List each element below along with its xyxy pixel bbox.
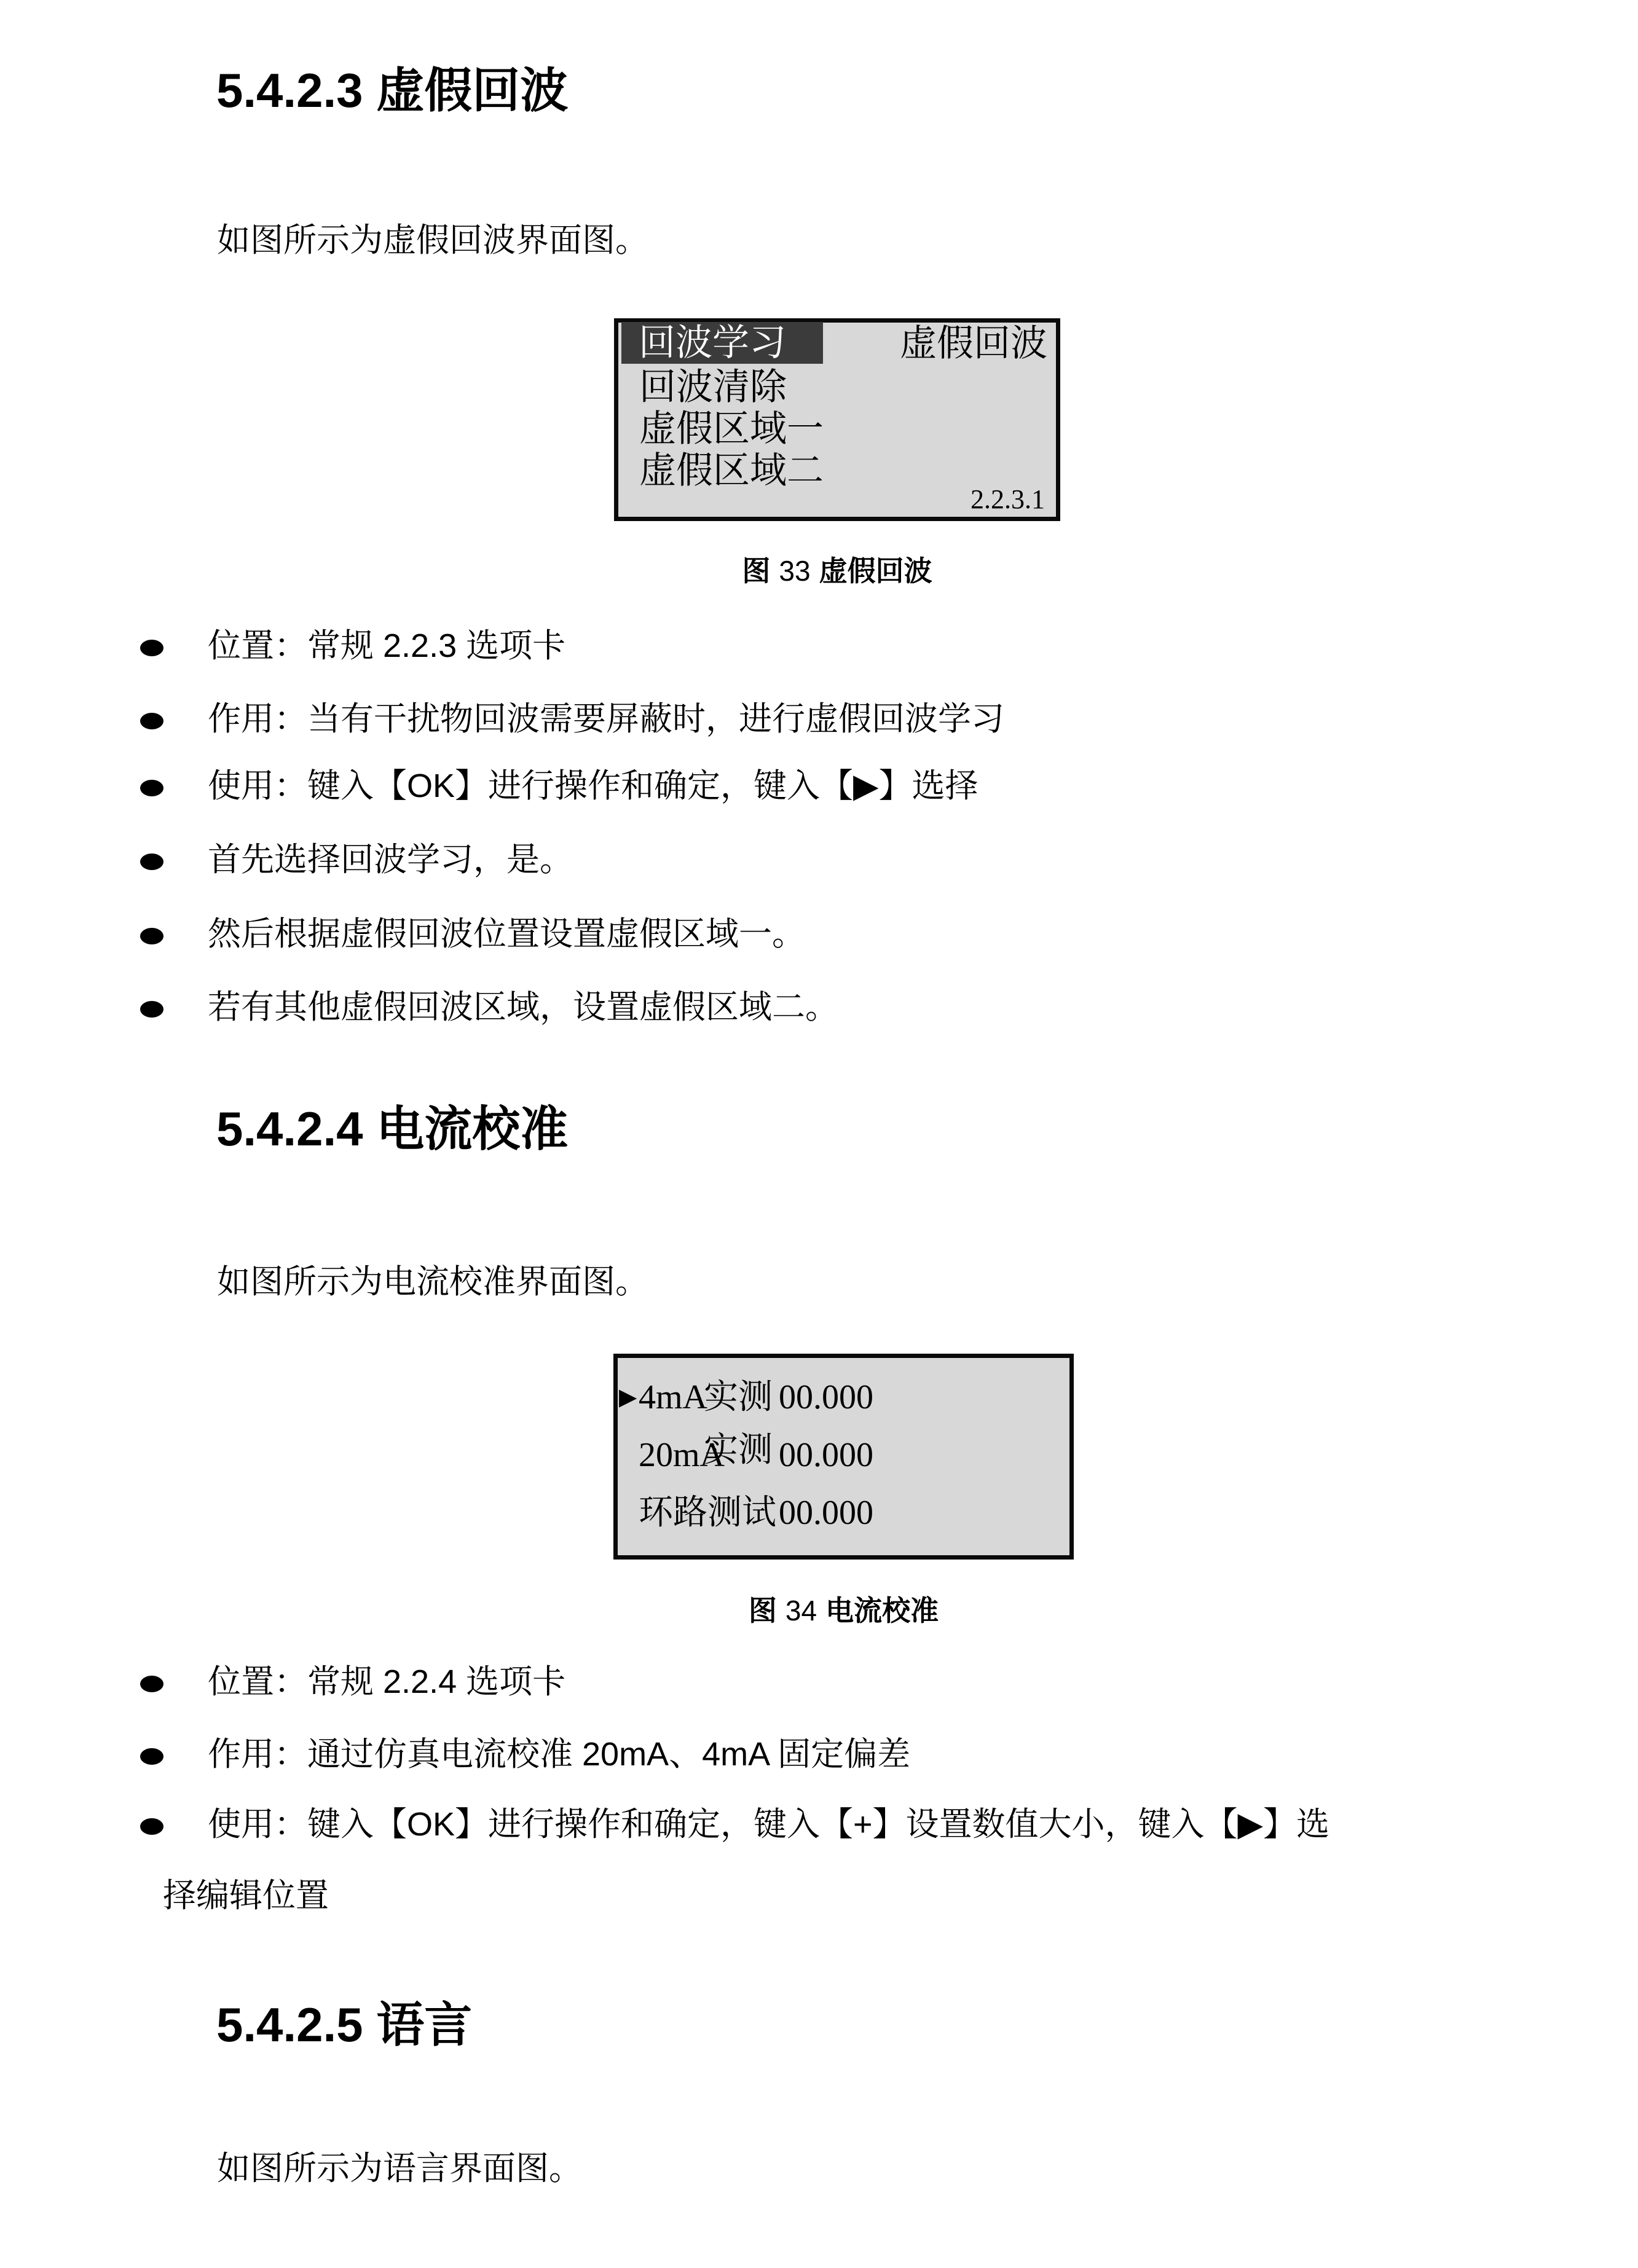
- lcd-row: [618, 1378, 1069, 1417]
- bullet-text: 使用：键入【OK】进行操作和确定，键入【▶】选择: [208, 767, 978, 804]
- figure-caption-33: [614, 555, 1060, 587]
- bullet-dot-icon: [140, 928, 163, 944]
- intro-text-current-calibration: 如图所示为电流校准界面图。: [217, 1263, 648, 1300]
- figure-caption-34: [613, 1595, 1074, 1626]
- bullet-item: [140, 1807, 1329, 1842]
- bullet-item: [140, 768, 978, 804]
- lcd-row-value: 00.000: [779, 1378, 873, 1416]
- bullet-dot-icon: [140, 853, 163, 870]
- lcd-page-code: 2.2.3.1: [971, 484, 1045, 514]
- lcd-row-value: 00.000: [779, 1494, 873, 1532]
- bullet-dot-icon: [140, 640, 163, 656]
- caption-title: 虚假回波: [819, 555, 932, 587]
- section-heading-false-echo: 5.4.2.3 虚假回波: [216, 63, 569, 117]
- bullet-item: [140, 1664, 565, 1700]
- caption-number: 33: [779, 555, 811, 587]
- bullet-item: [140, 628, 565, 664]
- caption-label: 图: [748, 1595, 777, 1626]
- bullet-dot-icon: [140, 780, 163, 796]
- lcd-row: [618, 1493, 1069, 1532]
- bullet-item: [140, 1736, 910, 1772]
- caption-label: 图: [742, 555, 771, 587]
- lcd-row: [618, 1431, 1069, 1475]
- bullet-dot-icon: [140, 1676, 163, 1692]
- cursor-arrow-icon: ▶: [619, 1384, 637, 1410]
- bullet-text: 首先选择回波学习，是。: [208, 841, 573, 878]
- bullet-continuation-text: 择编辑位置: [163, 1877, 329, 1914]
- lcd-screen-title: 虚假回波: [900, 323, 1047, 364]
- lcd-screen-current-calibration: [613, 1354, 1074, 1560]
- bullet-text: 作用：当有干扰物回波需要屏蔽时，进行虚假回波学习: [208, 700, 1004, 737]
- bullet-dot-icon: [140, 1001, 163, 1018]
- lcd-row-value: 00.000: [779, 1436, 873, 1474]
- bullet-dot-icon: [140, 1818, 163, 1835]
- lcd-menu-item: 虚假区域二: [639, 450, 824, 491]
- caption-number: 34: [785, 1595, 817, 1626]
- lcd-menu-item: 虚假区域一: [639, 409, 824, 449]
- lcd-menu-item: 回波清除: [639, 367, 787, 407]
- bullet-item: [140, 989, 838, 1025]
- lcd-screen-false-echo: [614, 318, 1060, 521]
- intro-text-language: 如图所示为语言界面图。: [217, 2150, 582, 2187]
- bullet-dot-icon: [140, 1748, 163, 1765]
- bullet-text: 若有其他虚假回波区域，设置虚假区域二。: [208, 989, 838, 1026]
- bullet-item: [140, 701, 1004, 737]
- bullet-text: 位置：常规 2.2.4 选项卡: [208, 1663, 566, 1700]
- lcd-row-sublabel: 实测: [704, 1378, 773, 1416]
- section-heading-language: 5.4.2.5 语言: [216, 1998, 473, 2052]
- lcd-row-label: 4mA: [639, 1378, 707, 1416]
- lcd-row-label: 20mA: [639, 1436, 725, 1474]
- bullet-dot-icon: [140, 713, 163, 729]
- lcd-selected-menu-item: 回波学习: [621, 322, 823, 364]
- intro-text-false-echo: 如图所示为虚假回波界面图。: [217, 222, 648, 259]
- bullet-text: 使用：键入【OK】进行操作和确定，键入【+】设置数值大小，键入【▶】选: [208, 1806, 1330, 1843]
- bullet-item: [140, 842, 573, 877]
- bullet-item: [140, 916, 805, 952]
- caption-title: 电流校准: [825, 1595, 939, 1626]
- lcd-row-label: 环路测试: [639, 1494, 776, 1532]
- bullet-text: 位置：常规 2.2.3 选项卡: [208, 627, 566, 664]
- bullet-text: 然后根据虚假回波位置设置虚假区域一。: [208, 916, 805, 952]
- section-heading-current-calibration: 5.4.2.4 电流校准: [216, 1102, 569, 1156]
- bullet-text: 作用：通过仿真电流校准 20mA、4mA 固定偏差: [208, 1736, 911, 1773]
- lcd-row-sublabel: 实测: [704, 1431, 773, 1469]
